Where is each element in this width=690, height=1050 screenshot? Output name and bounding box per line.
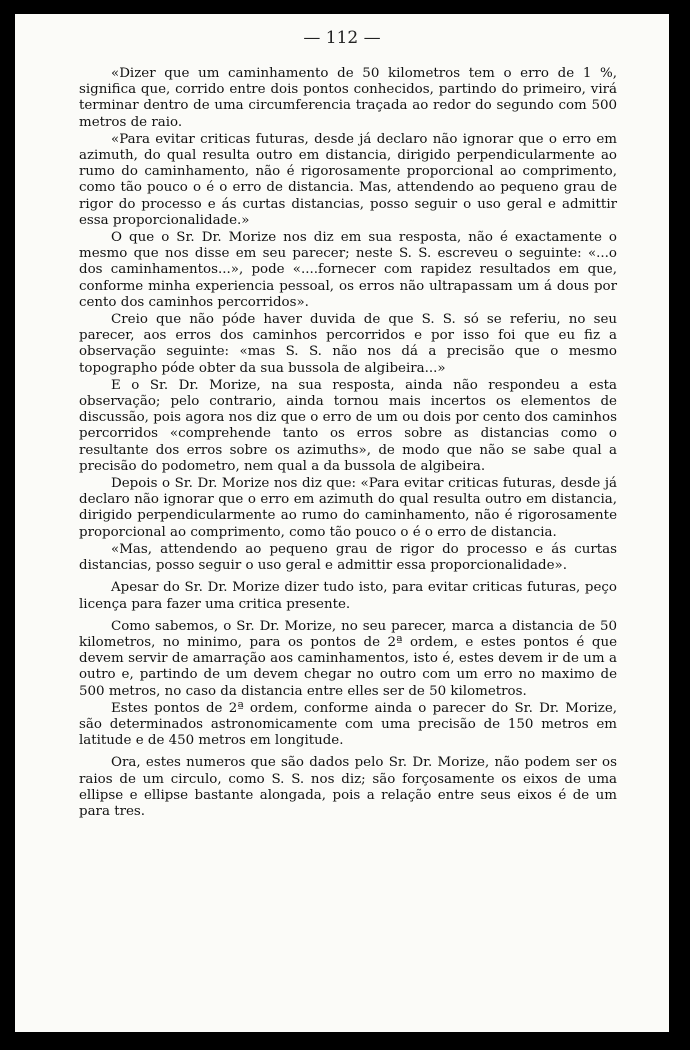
paragraph-4: Creio que não póde haver duvida de que S. S. só se referiu, no seu parecer, aos erros dos caminhos percorridos e por isso foi que eu fiz a observação seguinte: «mas S. S. não nos dá a precisão que o mesmo topographo póde obter da sua bussola de algibeira...» [79,312,617,376]
body-text [79,66,617,821]
paragraph-3: O que o Sr. Dr. Morize nos diz em sua resposta, não é exactamente o mesmo que nos disse em seu parecer; neste S. S. escreveu o seguinte: «...o dos caminhamentos...», pode «....fornecer com rapidez resultados em que, conforme minha experiencia pessoal, os erros não ultrapassam um á dous por cento dos caminhos percorridos». [79,230,617,310]
paragraph-9: Como sabemos, o Sr. Dr. Morize, no seu parecer, marca a distancia de 50 kilometros, no minimo, para os pontos de 2ª ordem, e estes pontos é que devem servir de amarração aos caminhamentos, isto é, estes devem ir de um a outro e, partindo de um devem chegar no outro com um erro no maximo de 500 metros, no caso da distancia entre elles ser de 50 kilometros. [79,618,617,699]
paragraph-7: «Mas, attendendo ao pequeno grau de rigor do processo e ás curtas distancias, posso seguir o uso geral e admittir essa proporcionalidade». [79,541,617,574]
paragraph-5: E o Sr. Dr. Morize, na sua resposta, ainda não respondeu a esta observação; pelo contrario, ainda tornou mais incertos os elementos de discussão, pois agora nos diz que o erro de um ou dois por cento dos caminhos percorridos «comprehende tanto os erros sobre as distancias como o resultante dos erros sobre os azimuths», de modo que não se sabe qual a precisão do podometro, nem qual a da bussola de algibeira. [79,377,617,474]
page-number: — 112 — [303,28,381,48]
paragraph-11: Ora, estes numeros que são dados pelo Sr. Dr. Morize, não podem ser os raios de um circulo, como S. S. nos diz; são forçosamente os eixos de uma ellipse e ellipse bastante alongada, pois a relação entre seus eixos é de um para tres. [79,755,617,819]
document-page [15,14,669,1032]
paragraph-2: «Para evitar criticas futuras, desde já declaro não ignorar que o erro em azimuth, do qual resulta outro em distancia, dirigido perpendicularmente ao rumo do caminhamento, não é rigorosamente proporcional ao comprimento, como tão pouco o é o erro de distancia. Mas, attendendo ao pequeno grau de rigor do processo e ás curtas distancias, posso seguir o uso geral e admittir essa proporcionalidade.» [79,131,617,228]
paragraph-1: «Dizer que um caminhamento de 50 kilometros tem o erro de 1 %, significa que, corrido entre dois pontos conhecidos, partindo do primeiro, virá terminar dentro de uma circumferencia traçada ao redor do segundo com 500 metros de raio. [79,66,617,130]
paragraph-8: Apesar do Sr. Dr. Morize dizer tudo isto, para evitar criticas futuras, peço licença para fazer uma critica presente. [79,580,617,612]
paragraph-6: Depois o Sr. Dr. Morize nos diz que: «Para evitar criticas futuras, desde já declaro não ignorar que o erro em azimuth do qual resulta outro em distancia, dirigido perpendicularmente ao rumo do caminhamento, não é rigorosamente proporcional ao comprimento, como tão pouco o é o erro de distancia. [79,476,617,540]
paragraph-10: Estes pontos de 2ª ordem, conforme ainda o parecer do Sr. Dr. Morize, são determinados astronomicamente com uma precisão de 150 metros em latitude e de 450 metros em longitude. [79,700,617,749]
